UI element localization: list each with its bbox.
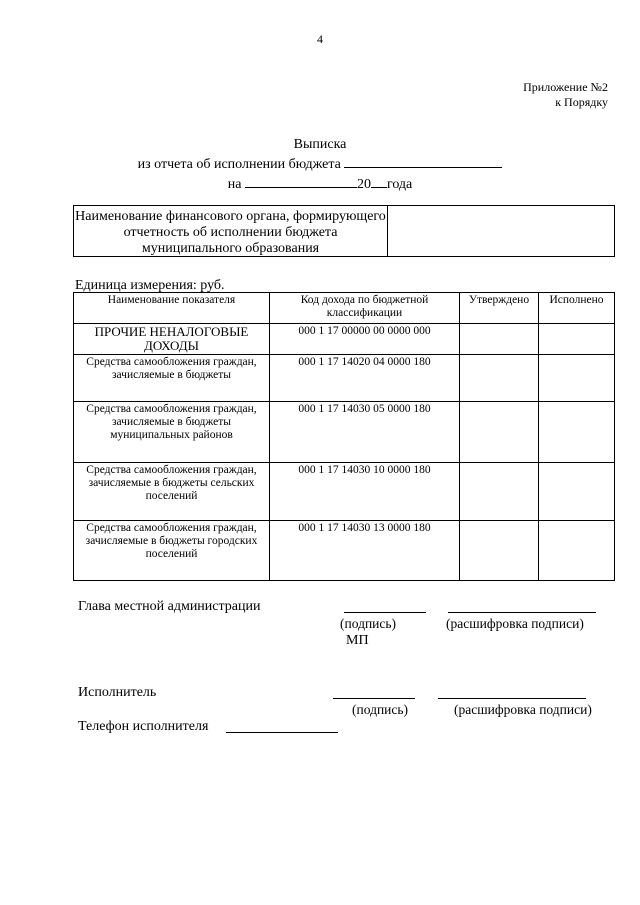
row-income-code: 000 1 17 14030 13 0000 180 [270, 521, 460, 581]
document-title [0, 136, 640, 194]
appendix-line-2: к Порядку [555, 95, 608, 109]
row-income-code: 000 1 17 14020 04 0000 180 [270, 355, 460, 402]
appendix-note [523, 80, 608, 110]
head-signature-caption: (подпись) [340, 616, 397, 631]
executor-label: Исполнитель [78, 685, 157, 700]
row-executed-cell[interactable] [539, 521, 615, 581]
measurement-unit: Единица измерения: руб. [75, 278, 225, 293]
row-income-code: 000 1 17 14030 05 0000 180 [270, 402, 460, 463]
header-indicator-name: Наименование показателя [74, 293, 270, 324]
row-income-code: 000 1 17 14030 10 0000 180 [270, 463, 460, 521]
title-year: 20 [356, 177, 371, 192]
head-decode-line[interactable] [448, 612, 596, 613]
table-row [74, 521, 615, 581]
row-indicator-name: Средства самообложения граждан, зачисляемые в бюджеты сельских поселений [74, 463, 270, 521]
row-indicator-name: ПРОЧИЕ НЕНАЛОГОВЫЕ ДОХОДЫ [74, 324, 270, 355]
budget-name-blank[interactable] [344, 154, 502, 168]
header-approved: Утверждено [460, 293, 539, 324]
financial-organ-table [73, 205, 615, 257]
table-row [74, 463, 615, 521]
row-executed-cell[interactable] [539, 402, 615, 463]
row-indicator-name: Средства самообложения граждан, зачисляемые в бюджеты муниципальных районов [74, 402, 270, 463]
title-line-2 [0, 154, 640, 174]
appendix-line-1: Приложение №2 [523, 80, 608, 94]
row-approved-cell[interactable] [460, 521, 539, 581]
executor-signature-line[interactable] [333, 698, 415, 699]
title-date-suffix: года [386, 177, 413, 192]
row-approved-cell[interactable] [460, 402, 539, 463]
financial-organ-label: Наименование финансового органа, формирующего отчетность об исполнении бюджета муниципального образования [74, 206, 388, 256]
phone-label: Телефон исполнителя [78, 719, 209, 734]
row-approved-cell[interactable] [460, 463, 539, 521]
header-executed: Исполнено [539, 293, 615, 324]
head-signature-line[interactable] [344, 612, 426, 613]
title-budget-text: из отчета об исполнении бюджета [137, 157, 341, 172]
row-approved-cell[interactable] [460, 355, 539, 402]
executor-decode-line[interactable] [438, 698, 586, 699]
table-row [74, 402, 615, 463]
row-indicator-name: Средства самообложения граждан, зачисляемые в бюджеты [74, 355, 270, 402]
table-row [74, 355, 615, 402]
financial-organ-value[interactable] [388, 206, 614, 256]
row-executed-cell[interactable] [539, 355, 615, 402]
row-executed-cell[interactable] [539, 463, 615, 521]
header-income-code: Код дохода по бюджетной классификации [270, 293, 460, 324]
phone-blank-line[interactable] [226, 732, 338, 733]
page-number: 4 [317, 32, 323, 46]
year-blank[interactable] [371, 174, 387, 188]
row-indicator-name: Средства самообложения граждан, зачисляемые в бюджеты городских поселений [74, 521, 270, 581]
date-blank[interactable] [245, 174, 357, 188]
row-executed-cell[interactable] [539, 324, 615, 355]
stamp-mark: МП [346, 633, 369, 648]
head-label: Глава местной администрации [78, 599, 261, 614]
title-line-3 [0, 174, 640, 194]
head-decode-caption: (расшифровка подписи) [446, 616, 584, 631]
table-header-row [74, 293, 615, 324]
executor-signature-caption: (подпись) [352, 702, 409, 717]
table-row [74, 324, 615, 355]
row-income-code: 000 1 17 00000 00 0000 000 [270, 324, 460, 355]
title-date-prefix: на [227, 177, 242, 192]
income-table [73, 292, 615, 581]
row-approved-cell[interactable] [460, 324, 539, 355]
executor-decode-caption: (расшифровка подписи) [454, 702, 592, 717]
title-line-1: Выписка [293, 137, 347, 152]
